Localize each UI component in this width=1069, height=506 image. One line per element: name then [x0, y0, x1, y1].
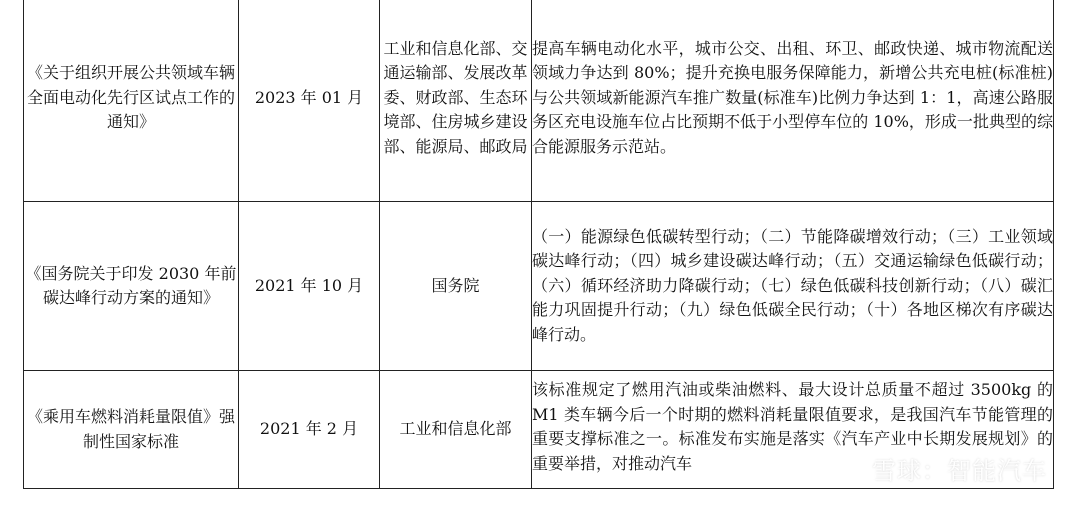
policy-table	[23, 0, 1054, 489]
department-cell: 工业和信息化部	[380, 371, 532, 489]
table-row	[24, 371, 1054, 489]
release-date-cell: 2023 年 01 月	[239, 0, 380, 202]
policy-name-cell: 《关于组织开展公共领域车辆全面电动化先行区试点工作的通知》	[24, 0, 239, 202]
release-date-cell: 2021 年 10 月	[239, 202, 380, 371]
content-cell	[532, 371, 1054, 489]
content-cell: 提高车辆电动化水平，城市公交、出租、环卫、邮政快递、城市物流配送领域力争达到 80%；提升充换电服务保障能力，新增公共充电桩(标准桩)与公共领域新能源汽车推广数量(标准车)比例力争达到 1：1，高速公路服务区充电设施车位占比预期不低于小型停车位的 10%，形成一批典型的综合能源服务示范站。	[532, 0, 1054, 202]
department-cell: 工业和信息化部、交通运输部、发展改革委、财政部、生态环境部、住房城乡建设部、能源局、邮政局	[380, 0, 532, 202]
department-cell: 国务院	[380, 202, 532, 371]
table-row	[24, 202, 1054, 371]
release-date-cell: 2021 年 2 月	[239, 371, 380, 489]
policy-name-cell: 《乘用车燃料消耗量限值》强制性国家标准	[24, 371, 239, 489]
content-text: 该标准规定了燃用汽油或柴油燃料、最大设计总质量不超过 3500kg 的 M1 类车辆今后一个时期的燃料消耗量限值要求，是我国汽车节能管理的重要支撑标准之一。标准发布实施是落实《汽车产业中长期发展规划》的重要举措，对推动汽车	[532, 380, 1053, 473]
table-row	[24, 0, 1054, 202]
content-cell: （一）能源绿色低碳转型行动；（二）节能降碳增效行动；（三）工业领域碳达峰行动；（四）城乡建设碳达峰行动；（五）交通运输绿色低碳行动；（六）循环经济助力降碳行动；（七）绿色低碳科技创新行动；（八）碳汇能力巩固提升行动；（九）绿色低碳全民行动；（十）各地区梯次有序碳达峰行动。	[532, 202, 1054, 371]
policy-name-cell: 《国务院关于印发 2030 年前碳达峰行动方案的通知》	[24, 202, 239, 371]
watermark: 雪球：智能汽车	[872, 457, 1047, 485]
